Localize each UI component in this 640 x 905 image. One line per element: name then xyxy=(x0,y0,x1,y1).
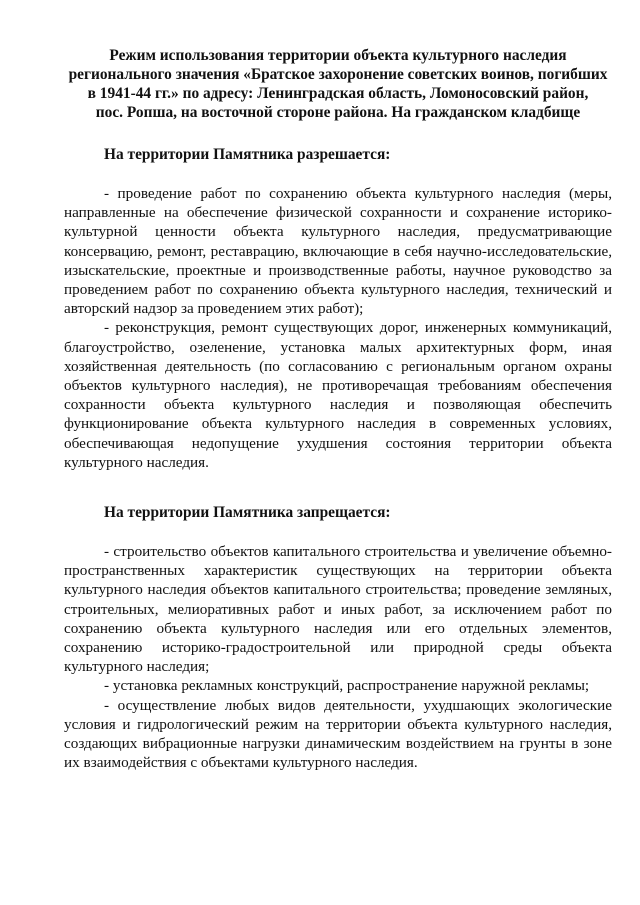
document-title-line: пос. Ропша, на восточной стороне района. На гражданском кладбище xyxy=(95,104,581,121)
allowed-section-heading: На территории Памятника разрешается: xyxy=(104,146,391,163)
document-title-line: в 1941-44 гг.» по адресу: Ленинградская область, Ломоносовский район, xyxy=(87,85,589,102)
allowed-item: - реконструкция, ремонт существующих дорог, инженерных коммуникаций, благоустройство, озеленение, установка малых архитектурных форм, иная хозяйственная деятельность (по согласованию с региональным органом охраны объектов культурного наследия), не противоречащая требованиям обеспечения сохранности объекта культурного наследия и позволяющая обеспечить функционирование объекта культурного наследия в современных условиях, обеспечивающая недопущение ухудшения состояния территории объекта культурного наследия. xyxy=(64,319,612,471)
forbidden-items-list xyxy=(64,542,612,772)
allowed-item: - проведение работ по сохранению объекта культурного наследия (меры, направленные на обеспечение физической сохранности и сохранение историко-культурной ценности объекта культурного наследия, предусматривающие консервацию, ремонт, реставрацию, включающие в себя научно-исследовательские, изыскательские, проектные и производственные работы, научное руководство за проведением работ по сохранению объекта культурного наследия, технический и авторский надзор за проведением этих работ); xyxy=(64,185,612,318)
forbidden-section-heading: На территории Памятника запрещается: xyxy=(104,504,391,522)
document-title xyxy=(64,46,612,122)
forbidden-item: - установка рекламных конструкций, распространение наружной рекламы; xyxy=(104,677,590,695)
document-title-line: Режим использования территории объекта культурного наследия xyxy=(109,47,567,64)
forbidden-item: - осуществление любых видов деятельности, ухудшающих экологические условия и гидрологический режим на территории объекта культурного наследия, создающих вибрационные нагрузки динамическим воздействием на грунты в зоне их взаимодействия с объектами культурного наследия. xyxy=(64,696,612,772)
allowed-items-list xyxy=(64,184,612,472)
document-title-line: регионального значения «Братское захоронение советских воинов, погибших xyxy=(68,66,608,83)
forbidden-item: - строительство объектов капитального строительства и увеличение объемно-пространственных характеристик существующих на территории объекта культурного наследия объектов капитального строительства; проведение земляных, строительных, мелиоративных работ и иных работ, за исключением работ по сохранению объекта культурного наследия или его отдельных элементов, сохранению историко-градостроительной или природной среды объекта культурного наследия; xyxy=(64,543,612,676)
